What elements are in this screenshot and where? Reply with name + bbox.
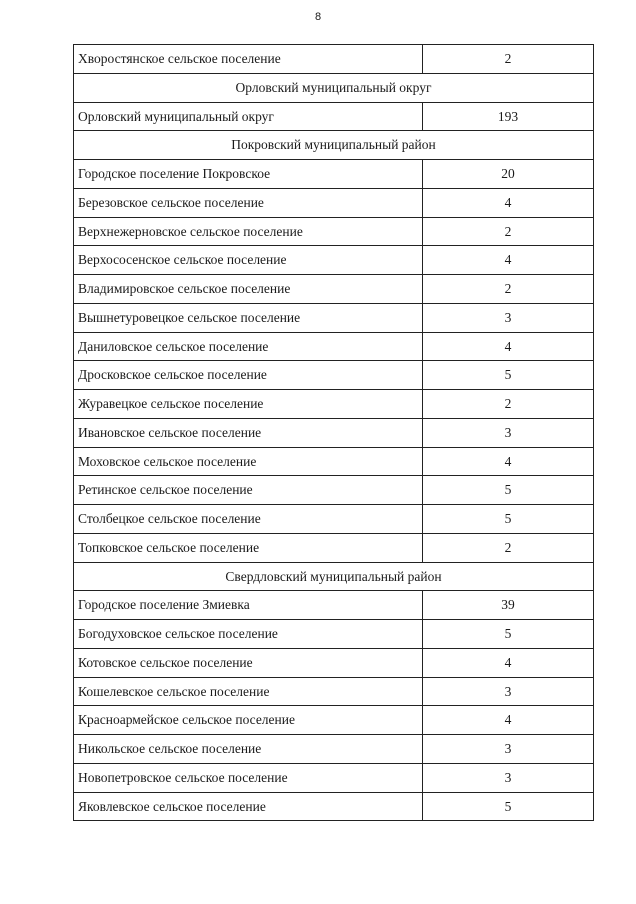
settlement-name-cell: Ивановское сельское поселение <box>74 418 423 447</box>
settlements-table <box>73 44 594 821</box>
settlement-name-cell: Яковлевское сельское поселение <box>74 792 423 821</box>
table-row <box>74 188 594 217</box>
table-row <box>74 648 594 677</box>
settlement-name-cell: Ретинское сельское поселение <box>74 476 423 505</box>
settlement-name-cell: Городское поселение Покровское <box>74 160 423 189</box>
table-row <box>74 217 594 246</box>
table-row <box>74 706 594 735</box>
settlement-count-cell: 5 <box>423 792 594 821</box>
table-row <box>74 533 594 562</box>
settlement-count-cell: 5 <box>423 476 594 505</box>
table-row <box>74 792 594 821</box>
settlement-count-cell: 2 <box>423 217 594 246</box>
section-header-title: Свердловский муниципальный район <box>74 562 594 591</box>
settlement-name-cell: Городское поселение Змиевка <box>74 591 423 620</box>
table-row <box>74 591 594 620</box>
table-row <box>74 102 594 131</box>
settlement-name-cell: Никольское сельское поселение <box>74 735 423 764</box>
settlement-name-cell: Владимировское сельское поселение <box>74 275 423 304</box>
settlement-count-cell: 3 <box>423 763 594 792</box>
settlement-name-cell: Хворостянское сельское поселение <box>74 45 423 74</box>
table-row <box>74 332 594 361</box>
settlements-table-body <box>74 45 594 821</box>
settlement-count-cell: 4 <box>423 188 594 217</box>
table-row <box>74 390 594 419</box>
settlement-name-cell: Орловский муниципальный округ <box>74 102 423 131</box>
settlement-count-cell: 4 <box>423 706 594 735</box>
settlement-count-cell: 20 <box>423 160 594 189</box>
page-number: 8 <box>314 11 322 23</box>
settlement-count-cell: 4 <box>423 648 594 677</box>
settlement-count-cell: 4 <box>423 332 594 361</box>
section-header-row <box>74 562 594 591</box>
section-header-row <box>74 73 594 102</box>
settlement-count-cell: 4 <box>423 246 594 275</box>
settlement-count-cell: 39 <box>423 591 594 620</box>
table-row <box>74 275 594 304</box>
settlement-count-cell: 2 <box>423 45 594 74</box>
settlement-name-cell: Вышнетуровецкое сельское поселение <box>74 303 423 332</box>
table-row <box>74 620 594 649</box>
table-row <box>74 677 594 706</box>
settlement-name-cell: Красноармейское сельское поселение <box>74 706 423 735</box>
table-row <box>74 505 594 534</box>
settlement-count-cell: 2 <box>423 275 594 304</box>
settlement-count-cell: 2 <box>423 390 594 419</box>
settlement-count-cell: 3 <box>423 677 594 706</box>
table-row <box>74 160 594 189</box>
settlement-name-cell: Столбецкое сельское поселение <box>74 505 423 534</box>
settlement-count-cell: 5 <box>423 620 594 649</box>
section-header-title: Покровский муниципальный район <box>74 131 594 160</box>
table-row <box>74 735 594 764</box>
settlement-name-cell: Дросковское сельское поселение <box>74 361 423 390</box>
settlement-count-cell: 2 <box>423 533 594 562</box>
settlement-name-cell: Богодуховское сельское поселение <box>74 620 423 649</box>
section-header-row <box>74 131 594 160</box>
settlement-count-cell: 3 <box>423 735 594 764</box>
settlement-name-cell: Моховское сельское поселение <box>74 447 423 476</box>
settlement-name-cell: Даниловское сельское поселение <box>74 332 423 361</box>
settlement-count-cell: 5 <box>423 361 594 390</box>
table-row <box>74 476 594 505</box>
settlement-name-cell: Котовское сельское поселение <box>74 648 423 677</box>
settlement-name-cell: Топковское сельское поселение <box>74 533 423 562</box>
table-row <box>74 246 594 275</box>
settlement-count-cell: 3 <box>423 418 594 447</box>
settlement-name-cell: Березовское сельское поселение <box>74 188 423 217</box>
table-row <box>74 418 594 447</box>
settlement-name-cell: Новопетровское сельское поселение <box>74 763 423 792</box>
settlement-name-cell: Кошелевское сельское поселение <box>74 677 423 706</box>
settlement-name-cell: Верхнежерновское сельское поселение <box>74 217 423 246</box>
settlement-name-cell: Журавецкое сельское поселение <box>74 390 423 419</box>
table-row <box>74 361 594 390</box>
settlement-count-cell: 193 <box>423 102 594 131</box>
settlement-name-cell: Верхососенское сельское поселение <box>74 246 423 275</box>
table-row <box>74 763 594 792</box>
table-row <box>74 303 594 332</box>
section-header-title: Орловский муниципальный округ <box>74 73 594 102</box>
settlement-count-cell: 3 <box>423 303 594 332</box>
table-row <box>74 447 594 476</box>
table-row <box>74 45 594 74</box>
settlement-count-cell: 4 <box>423 447 594 476</box>
settlement-count-cell: 5 <box>423 505 594 534</box>
